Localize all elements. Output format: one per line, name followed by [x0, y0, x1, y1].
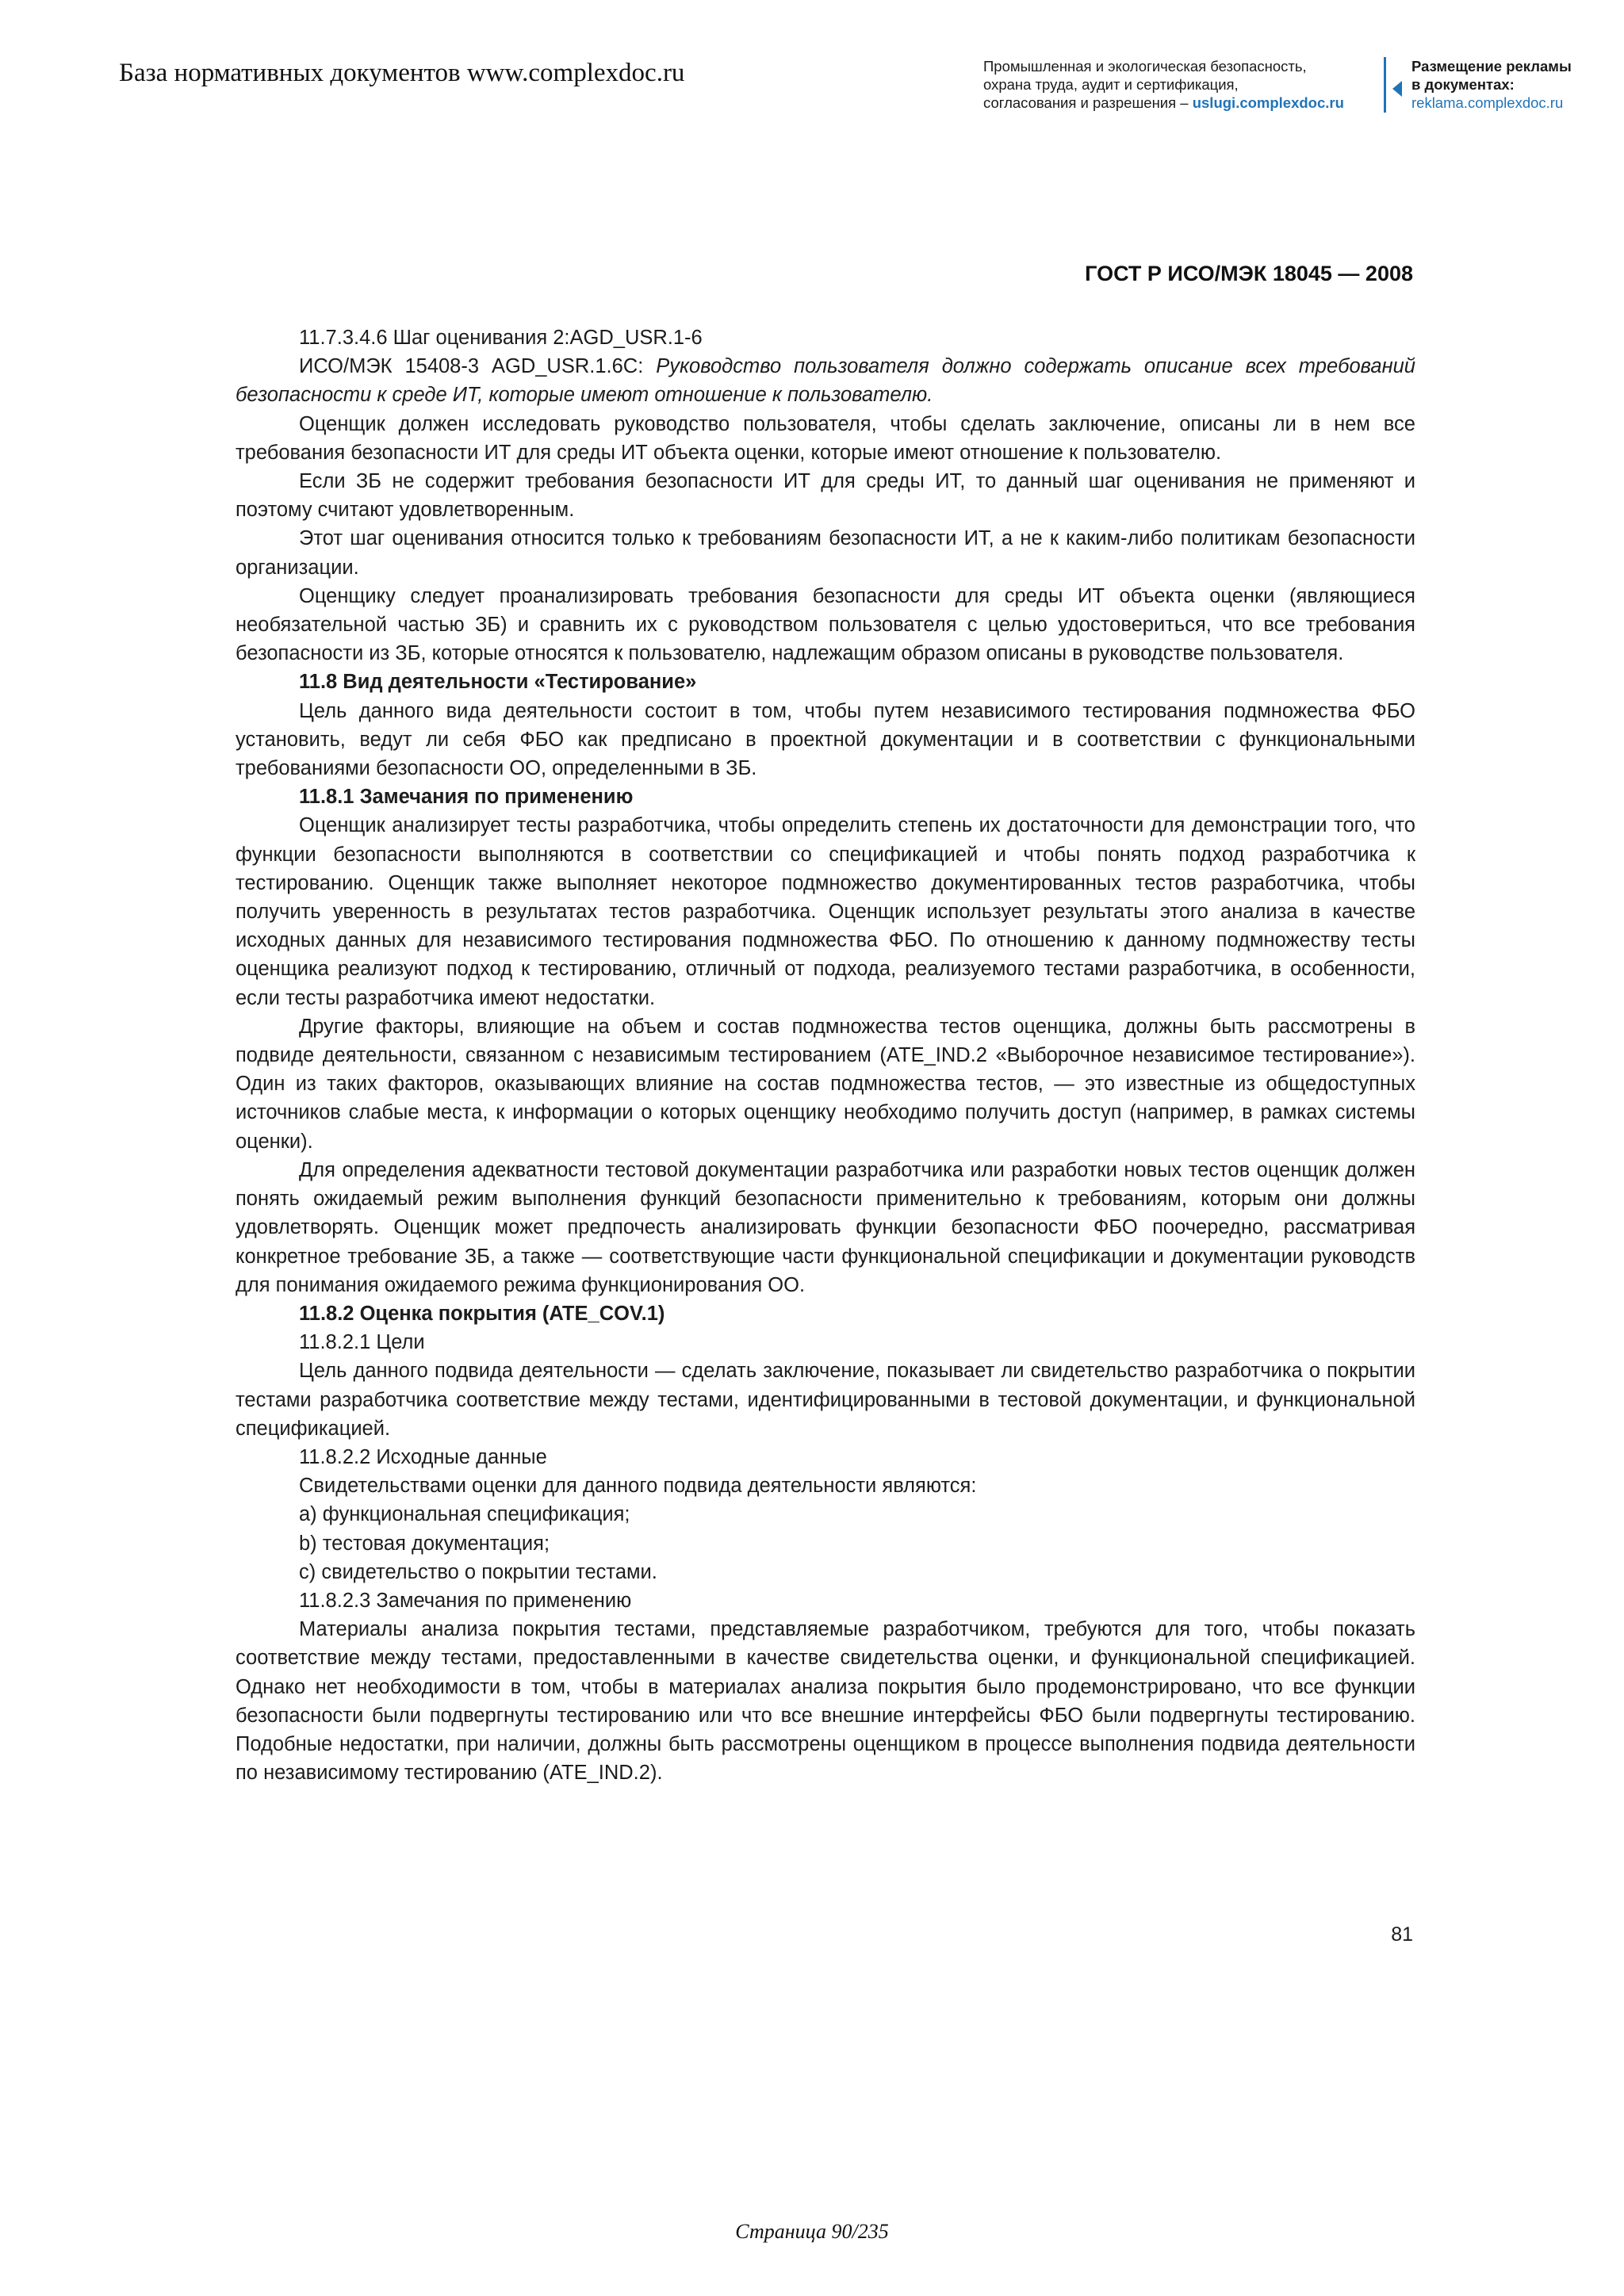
page-number: 81 [1391, 1923, 1413, 1946]
paragraph: Для определения адекватности тестовой документации разработчика или разработки новых тестов оценщик должен понять ожидаемый режим выполнения функций безопасности применительно к требованиям, которым они должны удовлетворять. Оценщик может предпочесть анализировать функции безопасности ФБО поочередно, рассматривая конкретное требование ЗБ, а также — соответствующие части функциональной спецификации и документации руководств для понимания ожидаемого режима функционирования ОО. [236, 1158, 1415, 1296]
site-title: База нормативных документов www.complexdoc.ru [119, 59, 685, 87]
divider-bar [1384, 57, 1386, 113]
reklama-link[interactable]: reklama.complexdoc.ru [1411, 94, 1564, 111]
list-item: a) функциональная спецификация; [299, 1503, 630, 1526]
paragraph: Другие факторы, влияющие на объем и состав подмножества тестов оценщика, должны быть рассмотрены в подвиде деятельности, связанном с независимым тестированием (ATE_IND.2 «Выборочное независимое тестирование»). Один из таких факторов, оказывающих влияние на состав подмножества тестов, — это известные из общедоступных источников слабые места, к информации о которых оценщику необходимо получить доступ (например, в рамках системы оценки). [236, 1015, 1415, 1153]
promo-line: охрана труда, аудит и сертификация, [983, 76, 1239, 93]
arrow-left-icon [1392, 81, 1402, 97]
promo-line [983, 94, 1380, 112]
ads-subtitle: в документах: [1411, 76, 1515, 93]
paragraph: 11.8.2.2 Исходные данные [299, 1445, 547, 1468]
paragraph: Цель данного подвида деятельности — сделать заключение, показывает ли свидетельство разработчика о покрытии тестами разработчика соответствие между тестами, идентифицированными в тестовой документации, и функциональной спецификацией. [236, 1360, 1415, 1440]
paragraph: Оценщик должен исследовать руководство пользователя, чтобы сделать заключение, описаны ли в нем все требования безопасности ИТ для среды ИТ объекта оценки, которые имеют отношение к пользователю. [236, 412, 1415, 464]
promo-line-text: согласования и разрешения – [983, 94, 1193, 111]
paragraph: 11.7.3.4.6 Шаг оценивания 2:AGD_USR.1-6 [299, 327, 703, 349]
ads-title: Размещение рекламы [1411, 58, 1572, 75]
paragraph: Материалы анализа покрытия тестами, представляемые разработчиком, требуются для того, чтобы показать соответствие между тестами, предоставленными в качестве свидетельства оценки, и функциональной спецификацией. Однако нет необходимости в том, чтобы в материалах анализа покрытия было продемонстрировано, что все функции безопасности были подвергнуты тестированию или что все внешние интерфейсы ФБО были подвергнуты тестированию. Подобные недостатки, при наличии, должны быть рассмотрены оценщиком в процессе выполнения подвида деятельности по независимому тестированию (ATE_IND.2). [236, 1618, 1415, 1785]
paragraph: Этот шаг оценивания относится только к требованиям безопасности ИТ, а не к каким-либо политикам безопасности организации. [236, 527, 1415, 579]
ads-block [1411, 57, 1602, 112]
section-heading: 11.8.1 Замечания по применению [299, 786, 634, 809]
section-heading: 11.8.2 Оценка покрытия (ATE_COV.1) [299, 1302, 665, 1325]
paragraph: Оценщик анализирует тесты разработчика, чтобы определить степень их достаточности для демонстрации того, что функции безопасности выполняются в соответствии со спецификацией и чтобы понять подход разработчика к тестированию. Оценщик также выполняет некоторое подмножество документированных тестов разработчика, чтобы получить уверенность в результатах тестов разработчика. Оценщик использует результаты этого анализа в качестве исходных данных для независимого тестирования подмножества ФБО. По отношению к данному подмножеству тесты оценщика реализуют подход к тестированию, отличный от подхода, реализуемого тестами разработчика, в особенности, если тесты разработчика имеют недостатки. [236, 814, 1415, 1009]
uslugi-link[interactable]: uslugi.complexdoc.ru [1192, 94, 1344, 111]
promo-line: Промышленная и экологическая безопасность, [983, 58, 1307, 75]
paragraph-italic: Руководство пользователя должно содержать описание всех требований безопасности к среде ИТ, которые имеют отношение к пользователю. [236, 355, 1415, 407]
paragraph: Если ЗБ не содержит требования безопасности ИТ для среды ИТ, то данный шаг оценивания не применяют и поэтому считают удовлетворенным. [236, 470, 1415, 522]
list-item: c) свидетельство о покрытии тестами. [299, 1560, 657, 1583]
promo-block [983, 57, 1380, 112]
document-header: ГОСТ Р ИСО/МЭК 18045 — 2008 [1085, 262, 1413, 285]
paragraph [236, 352, 1415, 409]
paragraph: Свидетельствами оценки для данного подвида деятельности являются: [299, 1475, 977, 1498]
paragraph: 11.8.2.3 Замечания по применению [299, 1589, 632, 1612]
list-item: b) тестовая документация; [299, 1532, 550, 1555]
section-heading: 11.8 Вид деятельности «Тестирование» [299, 671, 697, 694]
paragraph: Цель данного вида деятельности состоит в том, чтобы путем независимого тестирования подмножества ФБО установить, ведут ли себя ФБО как предписано в проектной документации и в соответствии с функциональными требованиями безопасности ОО, определенными в ЗБ. [236, 699, 1415, 780]
paragraph: Оценщику следует проанализировать требования безопасности для среды ИТ объекта оценки (являющиеся необязательной частью ЗБ) и сравнить их с руководством пользователя с целью удостовериться, что все требования безопасности из ЗБ, которые относятся к пользователю, надлежащим образом описаны в руководстве пользователя. [236, 584, 1415, 665]
document-body [236, 323, 1415, 1787]
paragraph: 11.8.2.1 Цели [299, 1331, 425, 1354]
footer-page-label: Страница 90/235 [735, 2220, 889, 2243]
paragraph-prefix: ИСО/МЭК 15408-3 AGD_USR.1.6C: [299, 355, 657, 378]
